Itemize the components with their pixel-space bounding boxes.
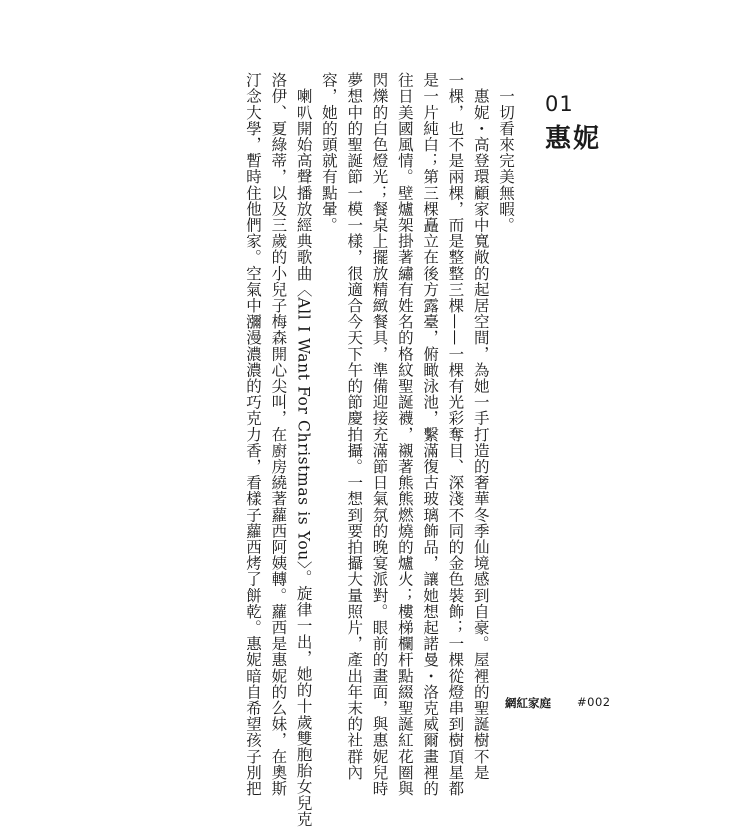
text-line: 洛伊、夏綠蒂，以及三歲的小兒子梅森開心尖叫，在廚房繞著蘿西阿姨轉。蘿西是惠妮的么妹，在奧斯 — [269, 72, 288, 797]
body-text — [240, 72, 518, 827]
page-number: #002 — [577, 695, 611, 709]
text-line: 閃爍的白色燈光；餐桌上擺放精緻餐具，準備迎接充滿節日氣氛的晚宴派對。眼前的畫面，與惠妮兒時 — [370, 72, 389, 797]
text-line: 往日美國風情。壁爐架掛著繡有姓名的格紋聖誕襪，襯著熊熊燃燒的爐火；樓梯欄杆點綴聖誕紅花圈與 — [395, 72, 414, 797]
text-line: 一切看來完美無暇。 — [497, 72, 515, 233]
chapter-number: 01 — [545, 92, 574, 116]
text-line: 容，她的頭就有點暈。 — [319, 72, 338, 233]
text-line: 是一片純白；第三棵矗立在後方露臺，俯瞰泳池，繫滿復古玻璃飾品，讓她想起諾曼・洛克威爾畫裡的 — [421, 72, 440, 797]
text-line: 夢想中的聖誕節一模一樣，很適合今天下午的節慶拍攝。一想到要拍攝大量照片，產出年末的社群內 — [345, 72, 364, 781]
page-footer — [505, 695, 625, 713]
chapter-heading — [545, 92, 605, 192]
chapter-title: 惠妮 — [545, 124, 602, 154]
running-title: 網紅家庭 — [505, 696, 551, 710]
text-line: 惠妮・高登環顧家中寬敞的起居空間，為她一手打造的奢華冬季仙境感到自豪。屋裡的聖誕樹不是 — [471, 72, 490, 781]
text-line: 喇叭開始高聲播放經典歌曲〈All I Want For Christmas is You〉。旋律一出，她的十歲雙胞胎女兒克 — [294, 72, 313, 827]
text-line: 一棵，也不是兩棵，而是整整三棵——一棵有光彩奪目、深淺不同的金色裝飾；一棵從燈串到樹頂星都 — [446, 72, 465, 797]
text-line: 汀念大學，暫時住他們家。空氣中瀰漫濃濃的巧克力香，看樣子蘿西烤了餅乾。惠妮暗自希望孩子別把 — [244, 72, 263, 797]
